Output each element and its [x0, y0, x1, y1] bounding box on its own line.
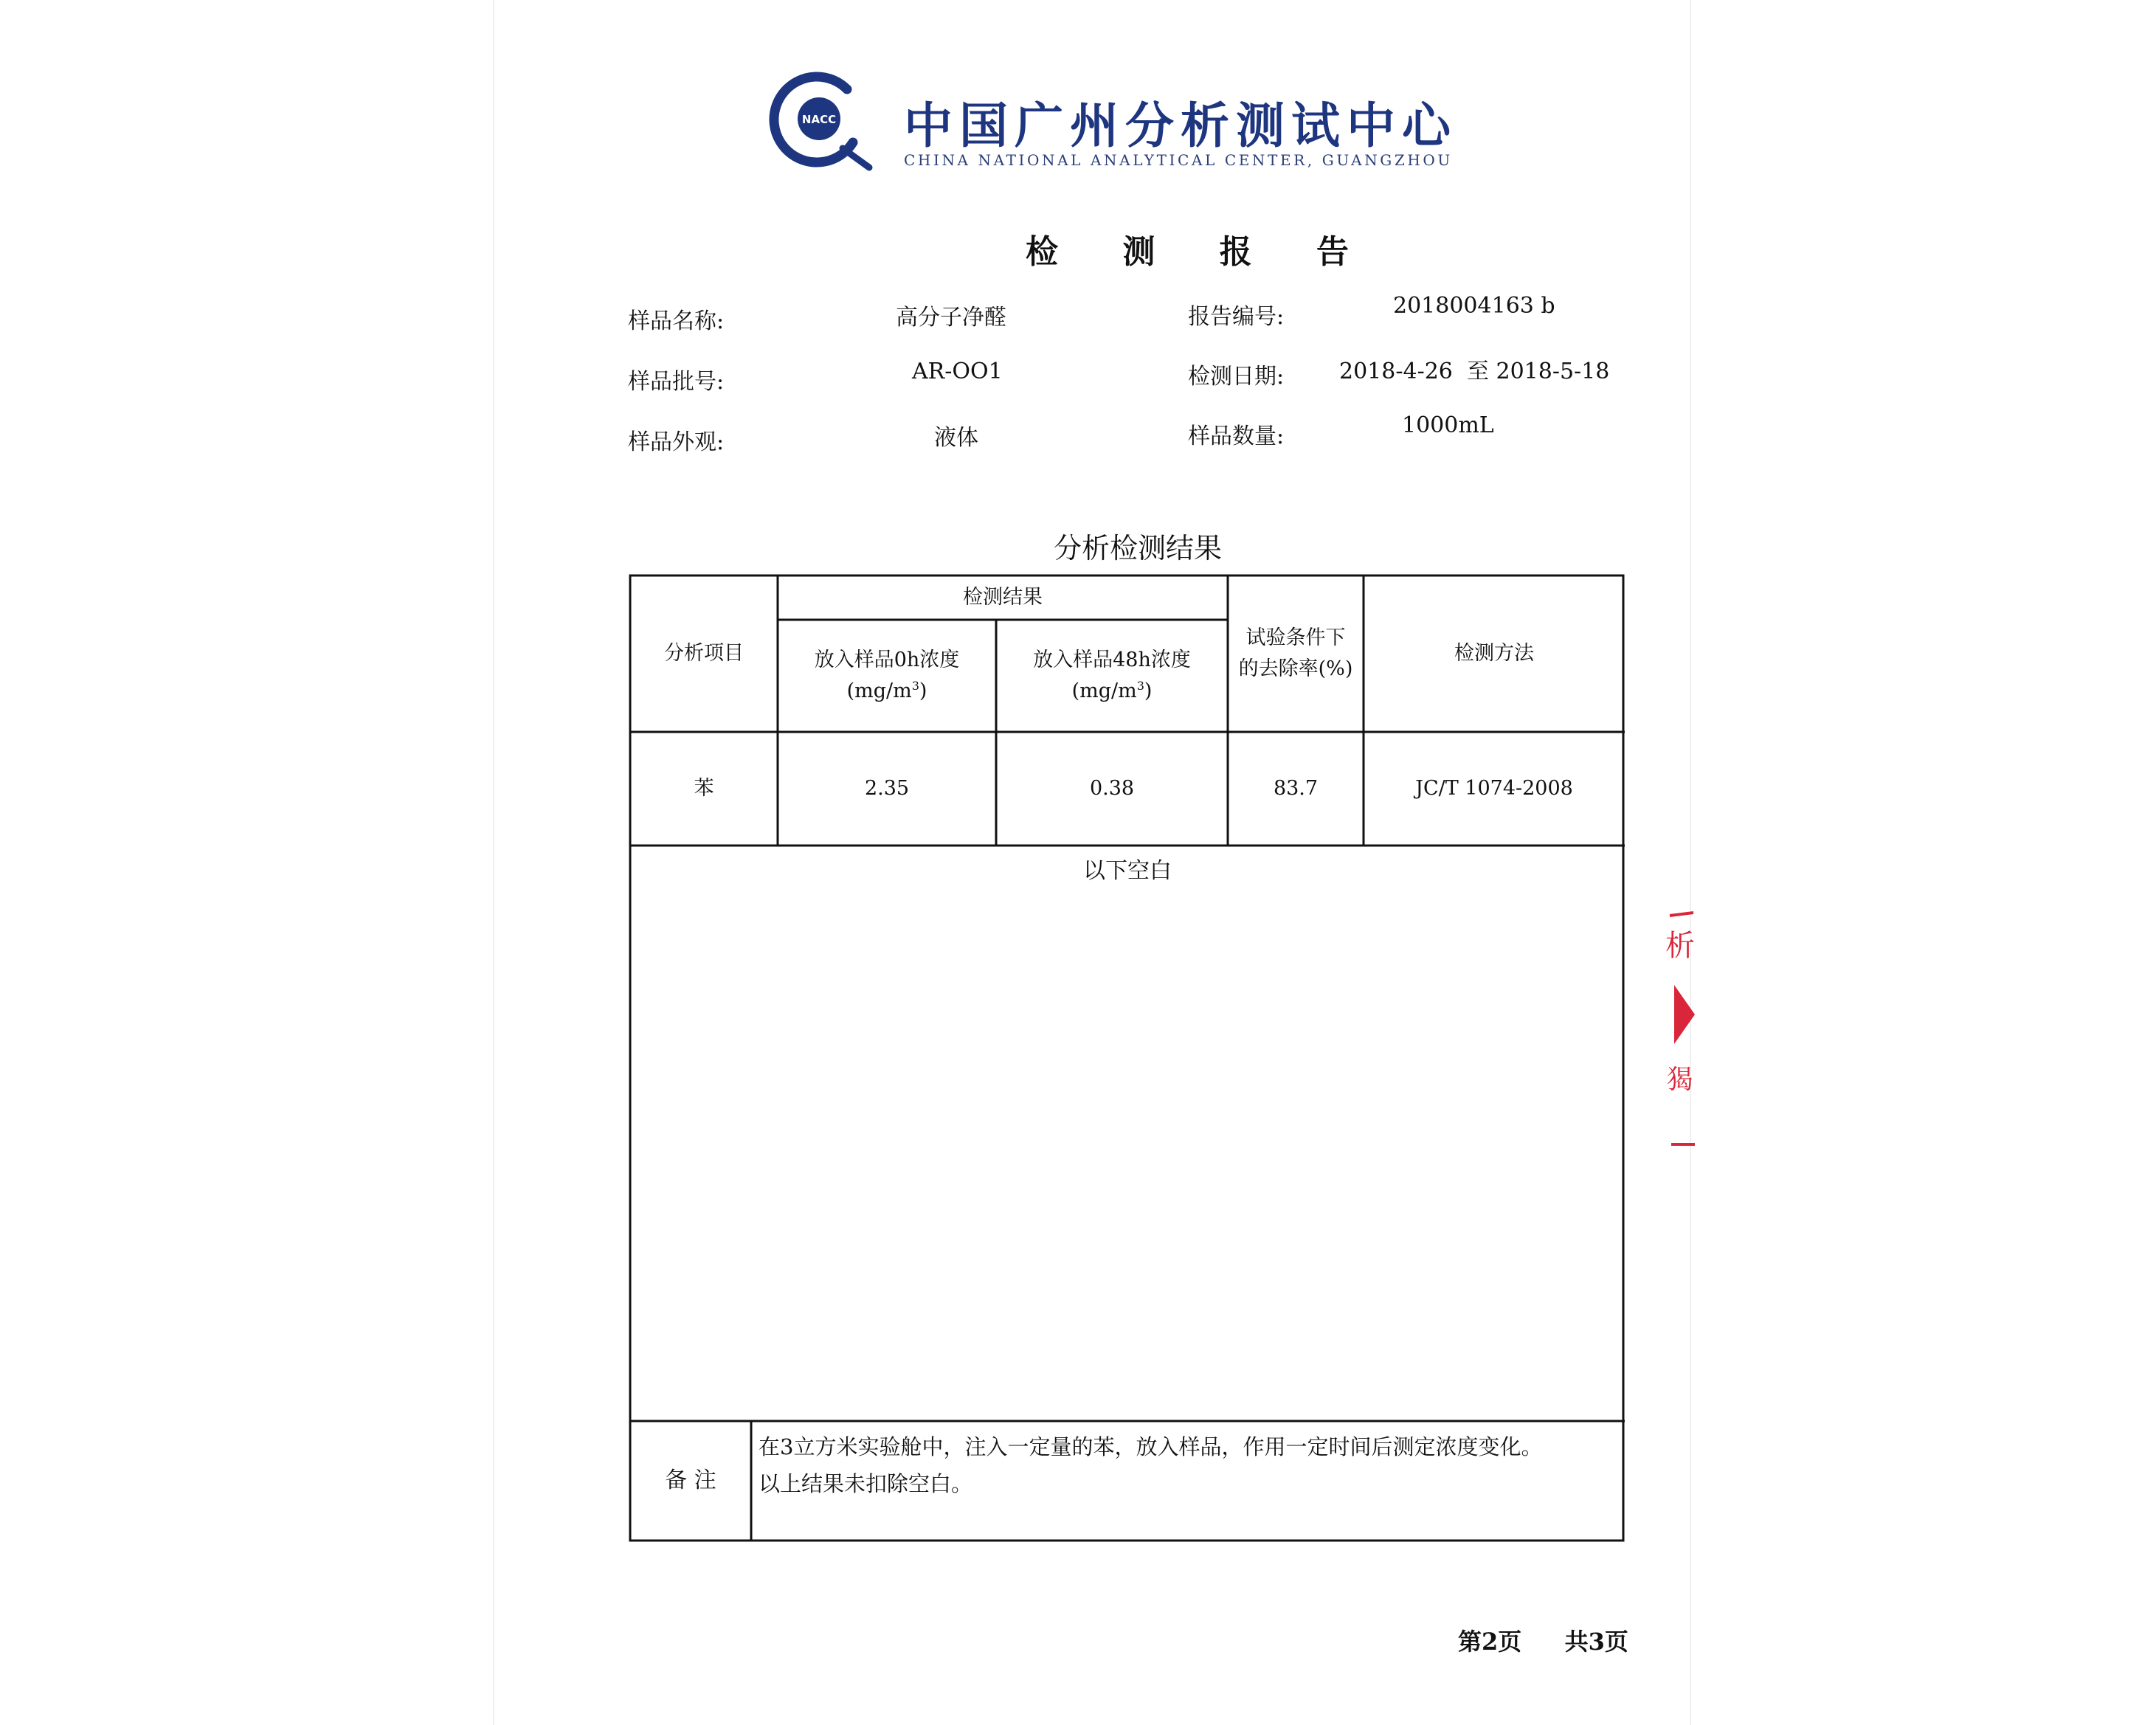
quantity-value: 1000mL — [1402, 412, 1494, 438]
report-no-label: 报告编号: — [1188, 304, 1285, 330]
red-seal-fragment — [1664, 911, 1698, 1147]
header-48h-unit: $(mg/m^3)$ — [1071, 679, 1153, 702]
batch-label: 样品批号: — [628, 369, 725, 395]
page-edge-left — [493, 0, 494, 1725]
header-removal-rate: 试验条件下 的去除率(%) — [1238, 626, 1353, 680]
header-result-group: 检测结果 — [963, 586, 1043, 609]
page-edge-right — [1690, 0, 1691, 1725]
nacc-logo — [766, 70, 877, 173]
brand-name-en: CHINA NATIONAL ANALYTICAL CENTER, GUANGZHOU — [904, 151, 1453, 169]
batch-value: AR-OO1 — [912, 359, 1003, 384]
brand-name-cn: 中国广州分析测试中心 — [904, 97, 1457, 154]
row-conc-48h: 0.38 — [1089, 777, 1135, 801]
blank-note: 以下空白 — [1083, 857, 1172, 884]
sample-name-value: 高分子净醛 — [896, 305, 1006, 331]
seal-char-top: 析 — [1665, 929, 1695, 963]
row-method: JC/T 1074-2008 — [1415, 777, 1573, 801]
section-title: 分析检测结果 — [1054, 532, 1223, 564]
header-0h-concentration — [779, 621, 995, 730]
remark-label: 备 注 — [665, 1467, 716, 1493]
test-date-label: 检测日期: — [1188, 364, 1285, 390]
logo-text: NACC — [801, 113, 837, 126]
header-48h-concentration — [998, 621, 1226, 730]
row-removal-rate: 83.7 — [1273, 777, 1319, 801]
header-item: 分析项目 — [664, 642, 744, 666]
appearance-value: 液体 — [934, 425, 978, 451]
row-item: 苯 — [694, 777, 714, 801]
row-conc-0h: 2.35 — [864, 777, 910, 801]
report-title: 检 测 报 告 — [1026, 233, 1375, 271]
header-method: 检测方法 — [1454, 642, 1534, 666]
remark-line-2: 以上结果未扣除空白。 — [759, 1471, 973, 1496]
header-0h-unit: $(mg/m^3)$ — [846, 679, 927, 702]
sample-name-label: 样品名称: — [628, 308, 725, 334]
quantity-label: 样品数量: — [1188, 424, 1285, 449]
report-no-value: 2018004163 b — [1393, 293, 1555, 319]
header-48h-line1: 放入样品48h浓度 — [1033, 649, 1191, 672]
header-0h-line1: 放入样品0h浓度 — [814, 649, 960, 672]
page-current: 第2页 — [1458, 1628, 1522, 1656]
appearance-label: 样品外观: — [628, 429, 725, 455]
page-total: 共3页 — [1564, 1628, 1628, 1656]
seal-char-bottom: 猲 — [1666, 1065, 1694, 1095]
results-table — [629, 574, 1626, 1543]
remark-line-1: 在3立方米实验舱中，注入一定量的苯，放入样品，作用一定时间后测定浓度变化。 — [759, 1434, 1543, 1459]
page-number — [1458, 1623, 1628, 1657]
test-date-value: 2018-4-26 至 2018-5-18 — [1339, 359, 1610, 384]
